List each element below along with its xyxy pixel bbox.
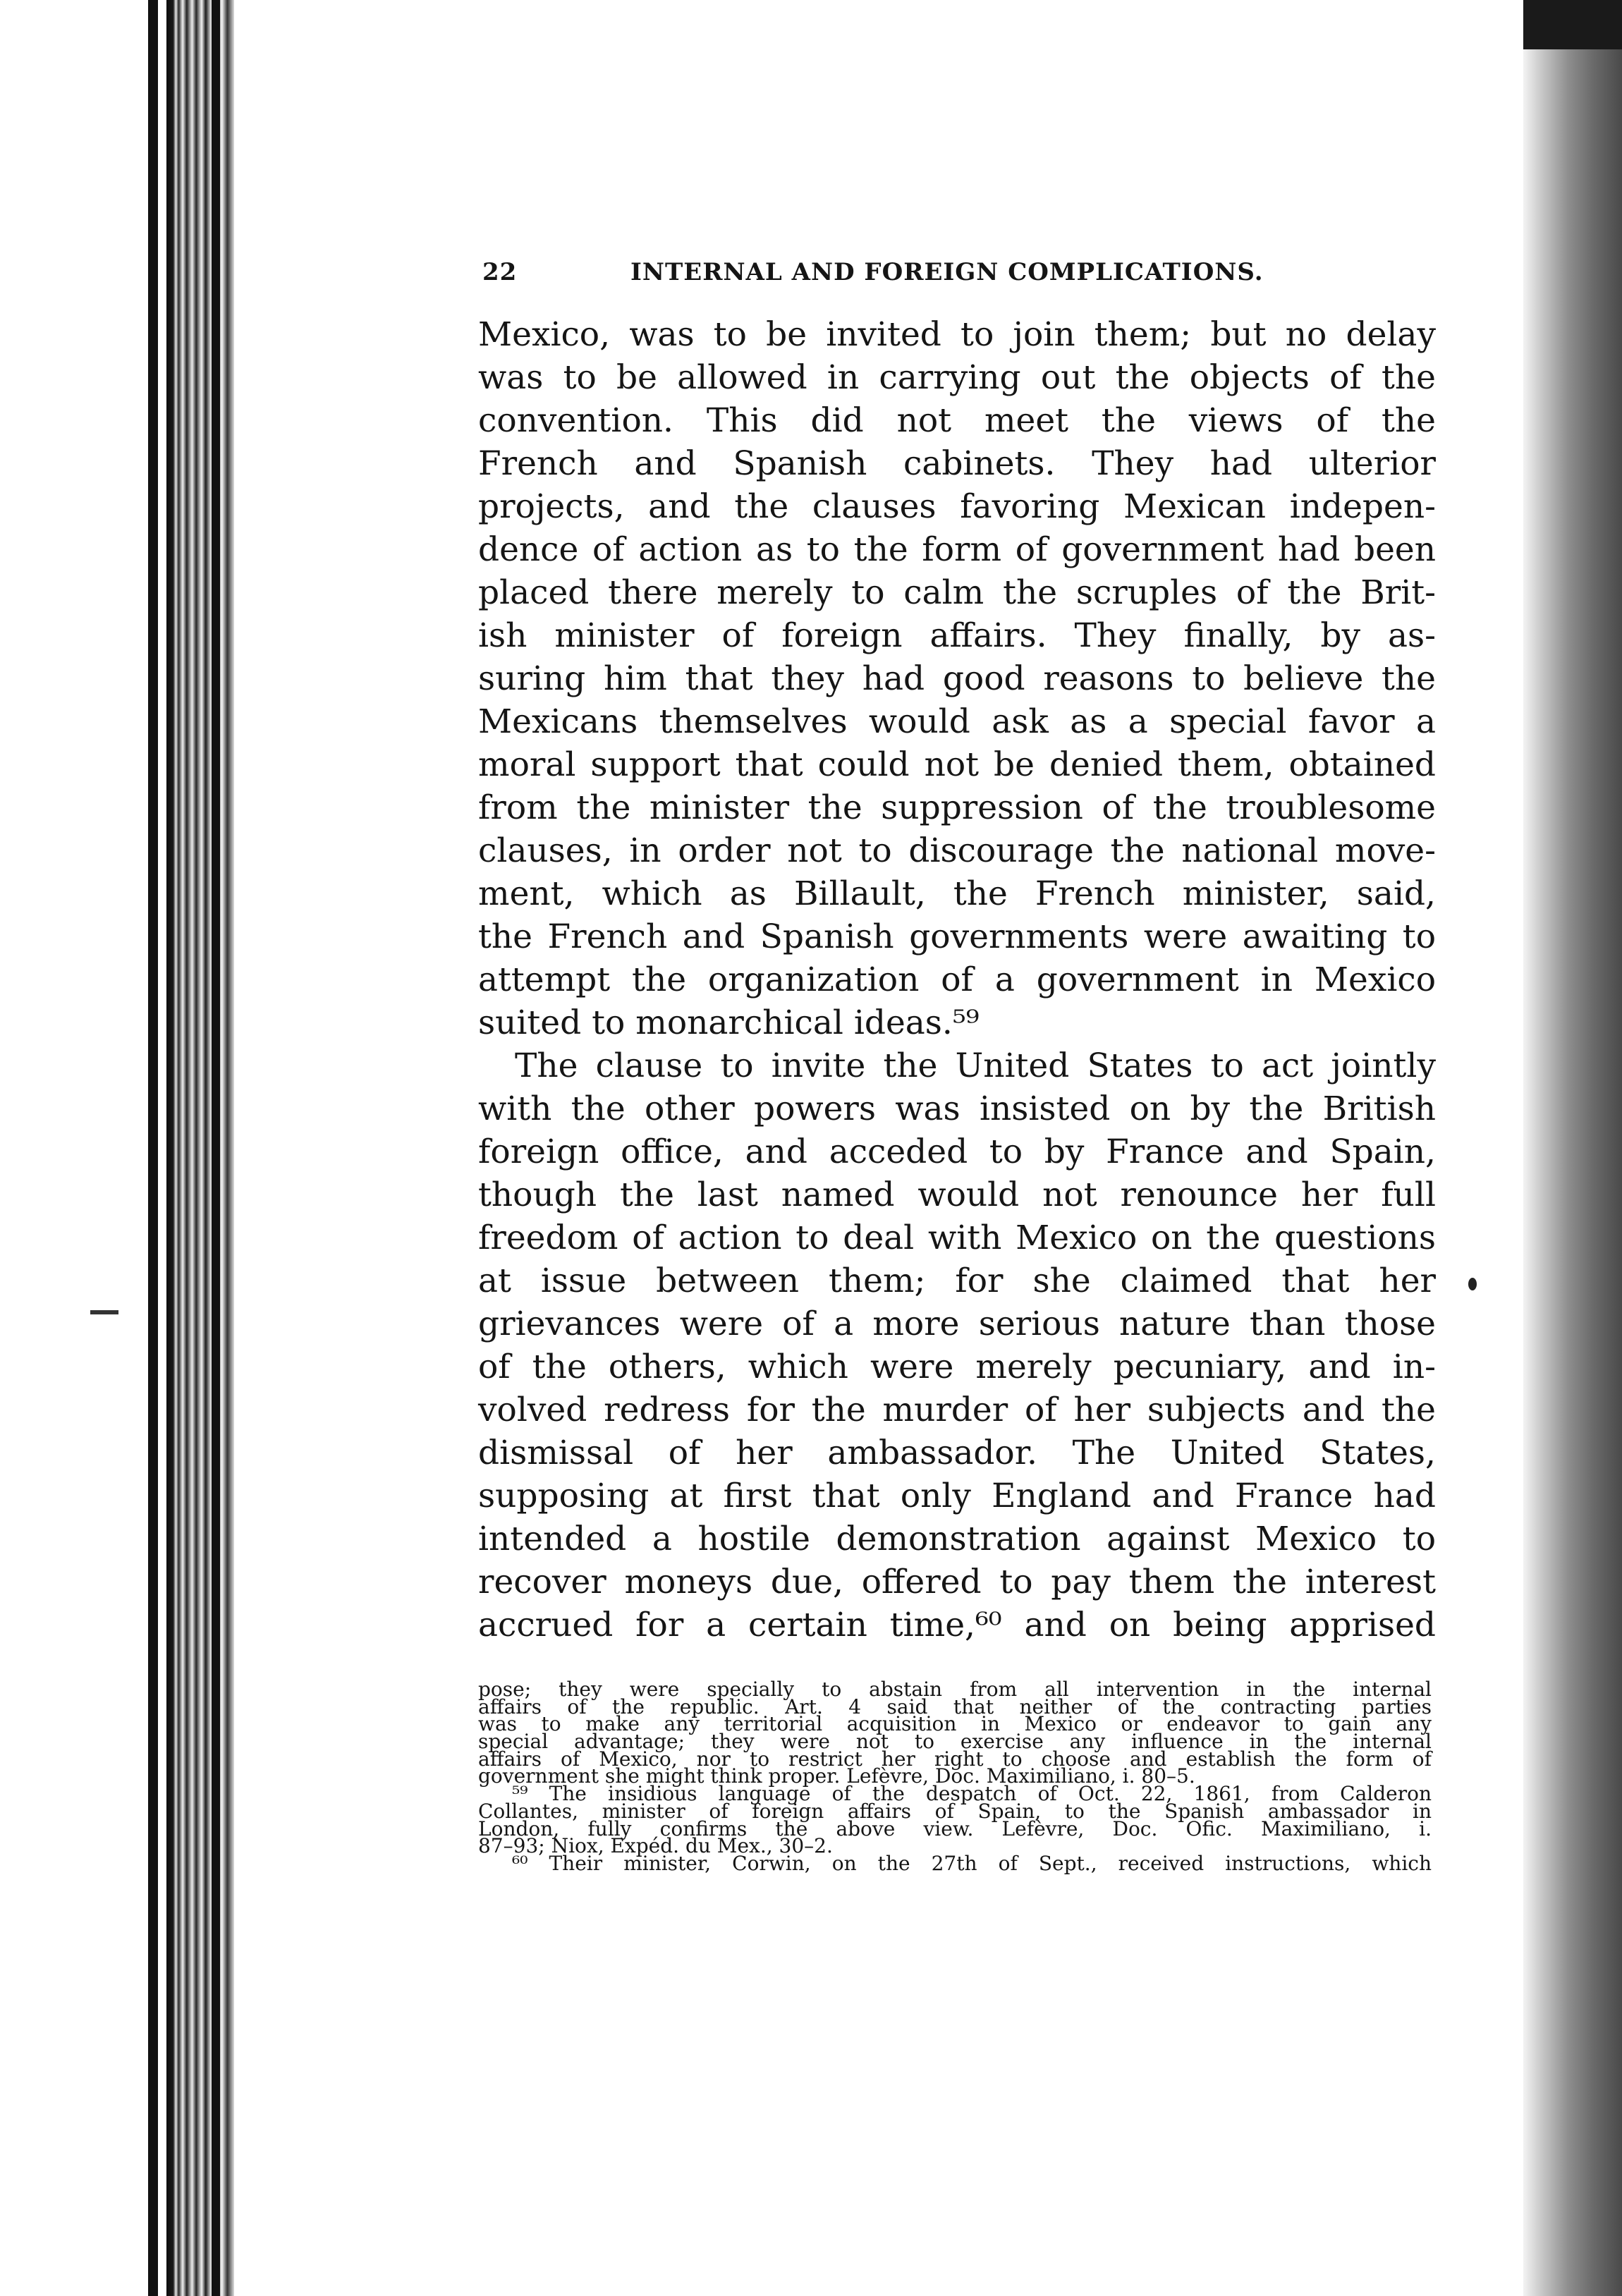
- right-page-edge-top: [1523, 0, 1622, 49]
- body-line: of the others, which were merely pecuniary, and in-: [478, 1348, 1436, 1386]
- body-line: freedom of action to deal with Mexico on the questions: [478, 1219, 1436, 1257]
- body-line: with the other powers was insisted on by the British: [478, 1089, 1436, 1128]
- body-line: grievances were of a more serious nature than those: [478, 1305, 1436, 1343]
- body-line: recover moneys due, offered to pay them the interest: [478, 1563, 1436, 1601]
- body-line: Mexicans themselves would ask as a special favor a: [478, 702, 1436, 741]
- body-line: dence of action as to the form of government had been: [478, 530, 1436, 569]
- body-line: the French and Spanish governments were awaiting to: [478, 917, 1436, 956]
- footnote-line: special advantage; they were not to exercise any influence in the internal: [478, 1730, 1432, 1754]
- body-line: intended a hostile demonstration against Mexico to: [478, 1520, 1436, 1558]
- body-line: suring him that they had good reasons to believe the: [478, 659, 1436, 698]
- body-line-paragraph-start: The clause to invite the United States to act jointly: [515, 1046, 1436, 1085]
- footnote-line: government she might think proper. Lefèvre, Doc. Maximiliano, i. 80–5.: [478, 1764, 1195, 1788]
- spine-line-inner: [212, 0, 220, 2296]
- footnotes: [478, 1678, 1432, 1875]
- body-line: attempt the organization of a government in Mexico: [478, 960, 1436, 999]
- body-line: supposing at first that only England and France had: [478, 1477, 1436, 1515]
- body-line: ment, which as Billault, the French minister, said,: [478, 874, 1436, 913]
- footnote-59-start: ⁵⁹ The insidious language of the despatch of Oct. 22, 1861, from Calderon: [512, 1782, 1432, 1806]
- body-line: volved redress for the murder of her subjects and the: [478, 1391, 1436, 1429]
- body-line: clauses, in order not to discourage the national move-: [478, 831, 1436, 870]
- body-line: was to be allowed in carrying out the objects of the: [478, 358, 1436, 397]
- footnote-line: London, fully confirms the above view. Lefèvre, Doc. Ofic. Maximiliano, i.: [478, 1816, 1432, 1840]
- body-line: French and Spanish cabinets. They had ulterior: [478, 444, 1436, 483]
- footnote-line: affairs of the republic. Art. 4 said that neither of the contracting parties: [478, 1694, 1432, 1718]
- body-line: projects, and the clauses favoring Mexican indepen-: [478, 487, 1436, 526]
- page-stack-edges: [166, 0, 234, 2296]
- body-line: accrued for a certain time,⁶⁰ and on being apprised: [478, 1606, 1436, 1644]
- running-head: INTERNAL AND FOREIGN COMPLICATIONS.: [630, 258, 1264, 286]
- body-line: foreign office, and acceded to by France and Spain,: [478, 1132, 1436, 1171]
- page-number: 22: [482, 258, 518, 286]
- footnote-line: was to make any territorial acquisition in Mexico or endeavor to gain any: [478, 1712, 1432, 1736]
- footnote-line: affairs of Mexico, nor to restrict her right to choose and establish the form of: [478, 1747, 1432, 1771]
- body-line: convention. This did not meet the views of the: [478, 401, 1436, 440]
- page-header: [482, 258, 1289, 292]
- footnote-60-start: ⁶⁰ Their minister, Corwin, on the 27th of Sept., received instructions, which: [512, 1851, 1432, 1875]
- footnote-line: 87–93; Niox, Expéd. du Mex., 30–2.: [478, 1834, 833, 1858]
- spine-line: [148, 0, 158, 2296]
- body-line: from the minister the suppression of the troublesome: [478, 788, 1436, 827]
- margin-mark: [90, 1310, 118, 1314]
- body-line: at issue between them; for she claimed that her: [478, 1262, 1436, 1300]
- footnote-line: Collantes, minister of foreign affairs of Spain, to the Spanish ambassador in: [478, 1799, 1432, 1823]
- body-text: [478, 313, 1436, 1647]
- body-line: ish minister of foreign affairs. They finally, by as-: [478, 616, 1436, 655]
- body-line: moral support that could not be denied them, obtained: [478, 745, 1436, 784]
- body-line: though the last named would not renounce her full: [478, 1176, 1436, 1214]
- margin-dot: [1468, 1278, 1477, 1290]
- right-page-edge: [1523, 0, 1622, 2296]
- body-line: dismissal of her ambassador. The United States,: [478, 1434, 1436, 1472]
- body-line: placed there merely to calm the scruples of the Brit-: [478, 573, 1436, 612]
- footnote-line: pose; they were specially to abstain from all intervention in the internal: [478, 1678, 1432, 1701]
- body-line-paragraph-end: suited to monarchical ideas.⁵⁹: [478, 1003, 980, 1042]
- body-line: Mexico, was to be invited to join them; but no delay: [478, 315, 1436, 354]
